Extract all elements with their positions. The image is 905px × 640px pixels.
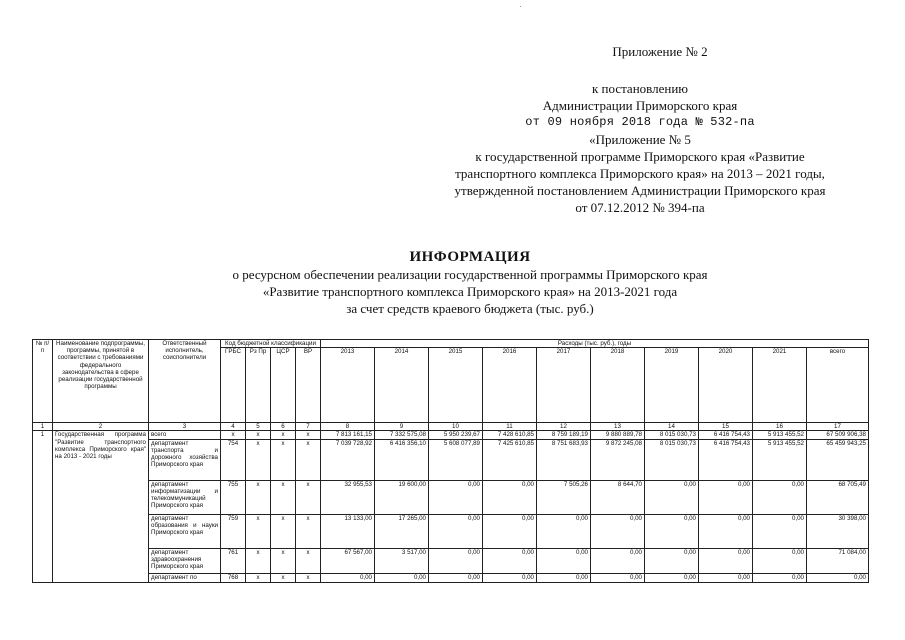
amount-cell: 0,00 (591, 548, 645, 573)
amount-cell: 0,00 (483, 548, 537, 573)
table-row (33, 480, 869, 514)
code-rzpr: x (246, 431, 271, 439)
amount-total: 71 084,00 (807, 548, 869, 573)
amount-cell: 0,00 (537, 548, 591, 573)
amount-cell: 5 608 077,89 (429, 439, 483, 480)
amount-cell: 0,00 (591, 514, 645, 548)
amount-cell: 0,00 (591, 573, 645, 582)
amount-cell: 9 872 245,08 (591, 439, 645, 480)
header-executor: Ответственный исполнитель, соисполнители (149, 340, 221, 423)
header-line: к постановлению (591, 81, 689, 96)
header-year: 2016 (483, 348, 537, 423)
amount-cell: 0,00 (483, 480, 537, 514)
code-vr: x (296, 431, 321, 439)
header-vr: ВР (296, 348, 321, 423)
amount-cell: 0,00 (699, 480, 753, 514)
amount-cell: 7 425 610,85 (483, 439, 537, 480)
column-index: 3 (149, 423, 221, 431)
code-grbs: 761 (221, 548, 246, 573)
code-grbs: 754 (221, 439, 246, 480)
amount-cell: 0,00 (645, 573, 699, 582)
table-row (33, 548, 869, 573)
amount-cell: 5 913 455,52 (753, 439, 807, 480)
executor: департамент здравоохранения Приморского края (149, 548, 221, 573)
amount-cell: 7 039 728,92 (321, 439, 375, 480)
executor: департамент информатизации и телекоммуникаций Приморского края (149, 480, 221, 514)
amount-cell: 0,00 (429, 573, 483, 582)
header-year: 2017 (537, 348, 591, 423)
amount-cell: 0,00 (645, 480, 699, 514)
amount-cell: 0,00 (429, 548, 483, 573)
amount-cell: 6 416 754,43 (699, 439, 753, 480)
code-csr: x (271, 548, 296, 573)
column-index: 13 (591, 423, 645, 431)
code-grbs: x (221, 431, 246, 439)
amount-cell: 0,00 (537, 573, 591, 582)
scan-speck (520, 6, 521, 7)
column-index: 8 (321, 423, 375, 431)
title-subtitle: о ресурсном обеспечении реализации государственной программы Приморского края (232, 267, 708, 282)
code-rzpr: x (246, 548, 271, 573)
header-year: 2018 (591, 348, 645, 423)
amount-cell: 0,00 (699, 548, 753, 573)
document-title (130, 248, 810, 317)
title-subtitle: за счет средств краевого бюджета (тыс. руб.) (346, 301, 594, 316)
table-row (33, 573, 869, 582)
amount-cell: 0,00 (645, 514, 699, 548)
amount-cell: 5 950 239,67 (429, 431, 483, 439)
resolution-header (400, 80, 880, 216)
column-index: 17 (807, 423, 869, 431)
amount-cell: 0,00 (645, 548, 699, 573)
header-year: 2015 (429, 348, 483, 423)
header-year: 2019 (645, 348, 699, 423)
amount-cell: 8 644,70 (591, 480, 645, 514)
amount-cell: 13 133,00 (321, 514, 375, 548)
amount-cell: 0,00 (699, 573, 753, 582)
column-index: 7 (296, 423, 321, 431)
amount-cell: 6 416 754,43 (699, 431, 753, 439)
code-csr: x (271, 514, 296, 548)
code-csr: x (271, 480, 296, 514)
header-line: транспортного комплекса Приморского края» на 2013 – 2021 годы, (455, 166, 825, 181)
code-csr: x (271, 439, 296, 480)
header-rzpr: Рз Пр (246, 348, 271, 423)
table-row (33, 439, 869, 480)
executor: департамент образования и науки Приморского края (149, 514, 221, 548)
header-expenses-group: Расходы (тыс. руб.), годы (321, 340, 869, 348)
code-vr: x (296, 514, 321, 548)
executor: департамент транспорта и дорожного хозяйства Приморского края (149, 439, 221, 480)
code-vr: x (296, 480, 321, 514)
amount-cell: 8 015 030,73 (645, 439, 699, 480)
amount-cell: 8 751 683,93 (537, 439, 591, 480)
column-index: 14 (645, 423, 699, 431)
amount-cell: 0,00 (375, 573, 429, 582)
amount-cell: 0,00 (483, 514, 537, 548)
amount-total: 0,00 (807, 573, 869, 582)
column-index: 5 (246, 423, 271, 431)
header-line: Администрации Приморского края (542, 98, 738, 113)
amount-cell: 3 517,00 (375, 548, 429, 573)
column-index: 9 (375, 423, 429, 431)
code-grbs: 768 (221, 573, 246, 582)
amount-cell: 7 505,26 (537, 480, 591, 514)
amount-cell: 8 759 189,19 (537, 431, 591, 439)
funding-table (32, 339, 869, 583)
executor: всего (149, 431, 221, 439)
header-year: 2014 (375, 348, 429, 423)
table-row (33, 431, 869, 439)
header-csr: ЦСР (271, 348, 296, 423)
header-year: 2013 (321, 348, 375, 423)
column-index: 1 (33, 423, 53, 431)
resolution-stamp: от 09 ноября 2018 года № 532-па (525, 115, 755, 129)
row-number: 1 (33, 431, 53, 582)
header-line: от 07.12.2012 № 394-па (575, 200, 705, 215)
table-row (33, 514, 869, 548)
header-program-name: Наименование подпрограммы, программы, принятой в соответствии с требованиями федерального законодательства в сфере реализации государственной программы (53, 340, 149, 423)
header-no: № п/п (33, 340, 53, 423)
amount-cell: 9 880 889,78 (591, 431, 645, 439)
amount-total: 68 705,49 (807, 480, 869, 514)
amount-cell: 0,00 (321, 573, 375, 582)
appendix-number: Приложение № 2 (612, 44, 708, 59)
amount-cell: 32 955,53 (321, 480, 375, 514)
amount-total: 30 398,00 (807, 514, 869, 548)
code-vr: x (296, 439, 321, 480)
header-year: 2021 (753, 348, 807, 423)
amount-cell: 19 600,00 (375, 480, 429, 514)
amount-cell: 0,00 (699, 514, 753, 548)
column-index: 16 (753, 423, 807, 431)
code-rzpr: x (246, 439, 271, 480)
code-rzpr: x (246, 514, 271, 548)
amount-cell: 0,00 (753, 480, 807, 514)
code-csr: x (271, 573, 296, 582)
title-main: ИНФОРМАЦИЯ (409, 249, 531, 265)
amount-cell: 0,00 (753, 548, 807, 573)
amount-total: 65 459 943,25 (807, 439, 869, 480)
executor: департамент по (149, 573, 221, 582)
column-index: 2 (53, 423, 149, 431)
header-line: утвержденной постановлением Администрации Приморского края (454, 183, 826, 198)
title-subtitle: «Развитие транспортного комплекса Приморского края» на 2013-2021 года (262, 284, 678, 299)
column-index-row (33, 423, 869, 431)
amount-cell: 67 567,00 (321, 548, 375, 573)
amount-cell: 7 428 610,85 (483, 431, 537, 439)
code-vr: x (296, 548, 321, 573)
code-csr: x (271, 431, 296, 439)
amount-cell: 0,00 (753, 514, 807, 548)
code-rzpr: x (246, 480, 271, 514)
amount-cell: 0,00 (483, 573, 537, 582)
program-name: Государственная программа "Развитие транспортного комплекса Приморского края" на 2013 - 2021 годы (53, 431, 149, 582)
code-grbs: 759 (221, 514, 246, 548)
amount-cell: 7 813 161,15 (321, 431, 375, 439)
header-line: «Приложение № 5 (589, 132, 691, 147)
column-index: 6 (271, 423, 296, 431)
header-total: всего (807, 348, 869, 423)
header-year: 2020 (699, 348, 753, 423)
column-index: 15 (699, 423, 753, 431)
amount-cell: 6 416 356,10 (375, 439, 429, 480)
amount-cell: 17 265,00 (375, 514, 429, 548)
amount-total: 67 509 906,38 (807, 431, 869, 439)
amount-cell: 0,00 (429, 480, 483, 514)
amount-cell: 5 913 455,52 (753, 431, 807, 439)
amount-cell: 0,00 (753, 573, 807, 582)
amount-cell: 0,00 (537, 514, 591, 548)
column-index: 12 (537, 423, 591, 431)
code-vr: x (296, 573, 321, 582)
column-index: 4 (221, 423, 246, 431)
amount-cell: 8 015 030,73 (645, 431, 699, 439)
code-grbs: 755 (221, 480, 246, 514)
column-index: 10 (429, 423, 483, 431)
amount-cell: 7 332 575,08 (375, 431, 429, 439)
code-rzpr: x (246, 573, 271, 582)
amount-cell: 0,00 (429, 514, 483, 548)
header-code-group: Код бюджетной классификации (221, 340, 321, 348)
header-line: к государственной программе Приморского края «Развитие (475, 149, 805, 164)
column-index: 11 (483, 423, 537, 431)
header-grbs: ГРБС (221, 348, 246, 423)
